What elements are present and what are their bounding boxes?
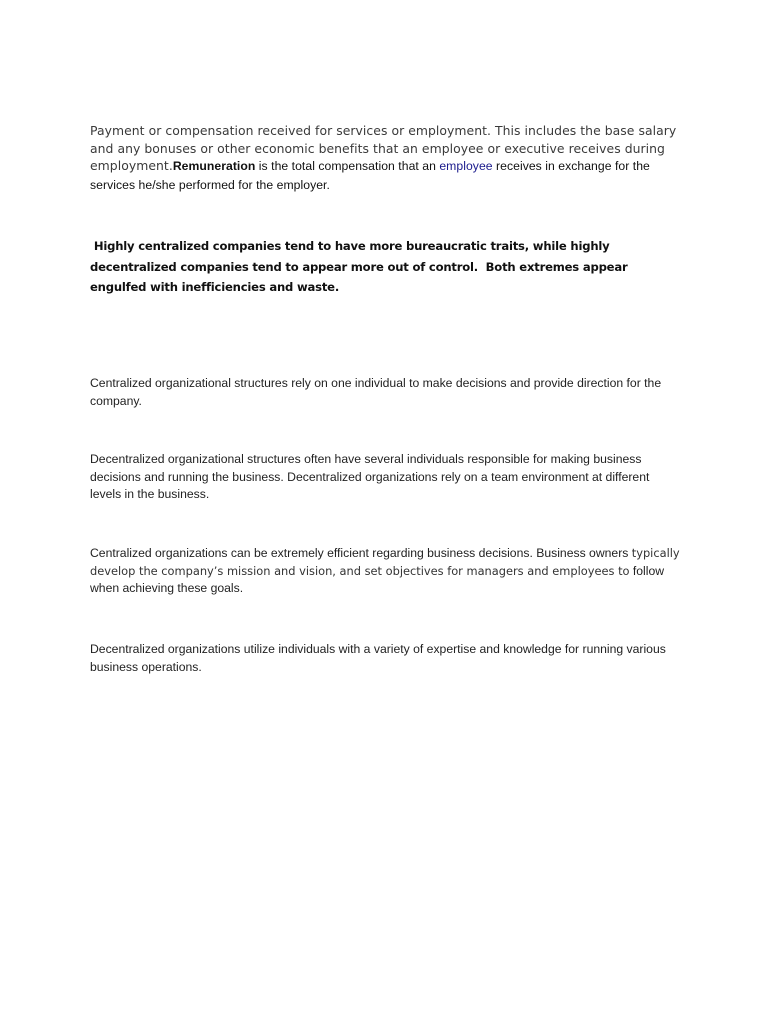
paragraph-centralization-traits: Highly centralized companies tend to have more bureaucratic traits, while highly decentralized companies tend to appear more out of control. Both extremes appear engulfed with inefficiencies and waste. (90, 239, 632, 294)
paragraph-decentralized-expertise: Decentralized organizations utilize individuals with a variety of expertise and knowledge for running various business operations. (90, 642, 666, 674)
centralized-efficiency-mid: typically develop the company’s mission and vision, and set objectives for managers and employees to (90, 546, 680, 578)
paragraph-remuneration (90, 122, 680, 194)
paragraph-centralized-structures: Centralized organizational structures rely on one individual to make decisions and provide direction for the company. (90, 376, 662, 408)
employee-link[interactable]: employee (439, 159, 493, 173)
paragraph-decentralized-structures: Decentralized organizational structures often have several individuals responsible for making business decisions and running the business. Decentralized organizations rely on a team environment at different levels in the business. (90, 452, 650, 501)
centralized-efficiency-start: Centralized organizations can be extremely efficient regarding business decisions. Business owners (90, 546, 632, 560)
paragraph-centralized-efficiency (90, 545, 680, 598)
remuneration-term: Remuneration (172, 159, 256, 173)
remuneration-definition: Payment or compensation received for services or employment. This includes the base salary and any bonuses or other economic benefits that an employee or executive receives during employment. (90, 123, 677, 173)
remuneration-mid-text: is the total compensation that an (255, 159, 440, 173)
remuneration-end-text: receives in exchange for the services he/she performed for the employer. (90, 159, 650, 192)
centralized-efficiency-end: follow when achieving these goals. (90, 563, 665, 595)
